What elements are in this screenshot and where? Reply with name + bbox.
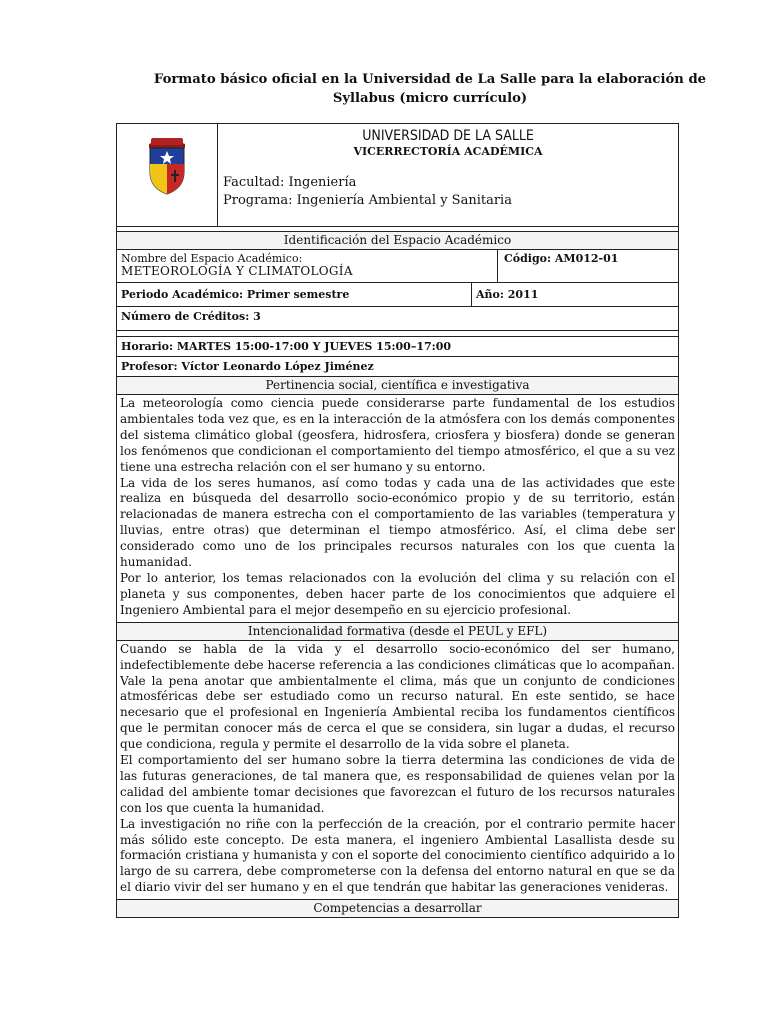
competencias-heading: Competencias a desarrollar	[117, 900, 678, 917]
pertinencia-paragraph: La vida de los seres humanos, así como todas y cada una de las actividades que este realiza en búsqueda del desarrollo socio-económico propio y de su territorio, están relacionadas de manera estrecha con el comportamiento de las variables (temperatura y lluvias, entre otras) que determinan el tiempo atmosférico. Así, el clima debe ser considerado como uno de los principales recursos naturales con los que cuenta la humanidad.	[120, 475, 675, 570]
academic-period: Periodo Académico: Primer semestre	[117, 283, 472, 306]
vicerrectoria: VICERRECTORÍA ACADÉMICA	[353, 145, 543, 158]
pertinencia-paragraph: La meteorología como ciencia puede considerarse parte fundamental de los estudios ambientales toda vez que, es en la interacción de la atmósfera con los demás componentes del sistema climático global (geosfera, hidrosfera, criosfera y biosfera) donde se generan los fenómenos que condicionan el comportamiento del tiempo atmosférico, el que a su vez tiene una estrecha relación con el ser humano y su entorno.	[120, 396, 675, 474]
intencionalidad-paragraph: La investigación no riñe con la perfección de la creación, por el contrario permite hacer más sólido este concepto. De esta manera, el ingeniero Ambiental Lasallista desde su formación cristiana y humanista y con el soporte del conocimiento científico adquirido a lo largo de su carrera, debe comprometerse con la defensa del entorno natural en que se da el diario vivir del ser humano y en el que tendrán que habitar las generaciones venideras.	[120, 816, 675, 895]
syllabus-table	[116, 123, 679, 918]
course-code: Código: AM012-01	[504, 252, 619, 265]
intencionalidad-text	[117, 641, 678, 901]
professor: Profesor: Víctor Leonardo López Jiménez	[117, 357, 678, 377]
university-name: UNIVERSIDAD DE LA SALLE	[362, 128, 534, 144]
schedule: Horario: MARTES 15:00-17:00 Y JUEVES 15:00–17:00	[117, 337, 678, 357]
intencionalidad-paragraph: El comportamiento del ser humano sobre la tierra determina las condiciones de vida de las futuras generaciones, de tal manera que, es responsabilidad de quienes velan por la calidad del ambiente tomar decisiones que favorezcan el futuro de los recursos naturales con los que cuenta la humanidad.	[120, 753, 675, 815]
credits: Número de Créditos: 3	[117, 307, 678, 331]
identification-heading: Identificación del Espacio Académico	[117, 232, 678, 250]
pertinencia-paragraph: Por lo anterior, los temas relacionados con la evolución del clima y su relación con el planeta y sus componentes, deben hacer parte de los conocimientos que adquiere el Ingeniero Ambiental para el mejor desempeño en su ejercicio profesional.	[120, 570, 675, 617]
header-row	[117, 124, 678, 227]
name-label: Nombre del Espacio Académico:	[121, 252, 303, 265]
facultad: Facultad: Ingeniería	[223, 175, 357, 190]
pertinencia-heading: Pertinencia social, científica e investigativa	[117, 377, 678, 395]
header-text	[218, 124, 678, 226]
name-row	[117, 250, 678, 283]
intencionalidad-heading: Intencionalidad formativa (desde el PEUL y EFL)	[117, 623, 678, 641]
period-row	[117, 283, 678, 307]
intencionalidad-paragraph: Cuando se habla de la vida y el desarrollo socio-económico del ser humano, indefectiblemente debe hacerse referencia a las condiciones climáticas que lo acompañan. Vale la pena anotar que ambientalmente el clima, más que un conjunto de condiciones atmosféricas debe ser estudiado como un recurso natural. En este sentido, se hace necesario que el profesional en Ingeniería Ambiental reciba los fundamentos científicos que le permitan conocer más de cerca el que se considera, sin lugar a dudas, el recurso que condiciona, regula y permite el desarrollo de la vida sobre el planeta.	[120, 641, 675, 752]
programa: Programa: Ingeniería Ambiental y Sanitaria	[223, 193, 512, 208]
name-value: METEOROLOGÍA Y CLIMATOLOGÍA	[121, 264, 353, 278]
academic-space-name	[117, 250, 498, 282]
document-title: Formato básico oficial en la Universidad de La Salle para la elaboración de Syllabus (micro currículo)	[153, 72, 707, 106]
academic-year: Año: 2011	[476, 288, 539, 301]
university-logo	[117, 124, 218, 226]
pertinencia-text	[117, 395, 678, 623]
